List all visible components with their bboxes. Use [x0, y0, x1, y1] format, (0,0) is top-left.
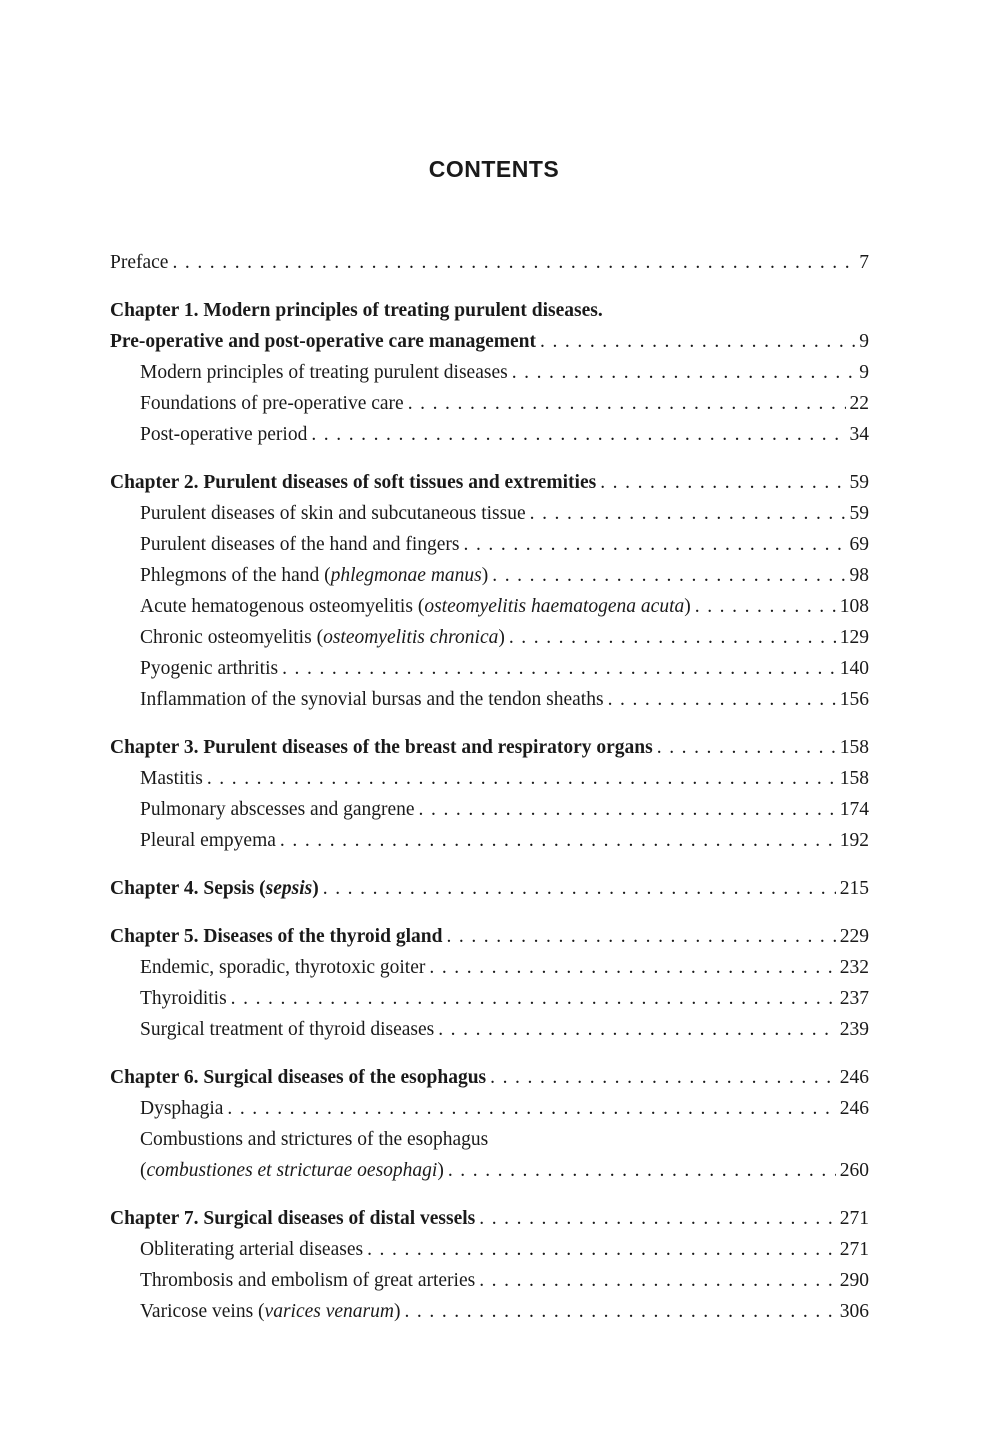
toc-entry-title [140, 684, 604, 715]
toc-entry-title [110, 326, 536, 357]
toc-entry-title [140, 622, 505, 653]
toc-entry [110, 1155, 869, 1186]
title-text: Chapter 3. Purulent diseases of the breast and respiratory organs [110, 737, 653, 758]
toc-entry-title [140, 794, 415, 825]
page-number: 140 [839, 658, 869, 679]
page-title: CONTENTS [428, 156, 560, 182]
page-number: 158 [839, 737, 869, 758]
page-number: 174 [839, 799, 869, 820]
toc-entry-title [110, 732, 653, 763]
title-text: Pre-operative and post-operative care management [110, 331, 537, 352]
dot-leader [207, 763, 836, 794]
toc-entry-title [140, 653, 278, 684]
title-text: Chapter 2. Purulent diseases of soft tissues and extremities [110, 472, 597, 493]
toc-entry [110, 591, 869, 622]
dot-leader [530, 498, 846, 529]
dot-leader [227, 1093, 835, 1124]
toc-entry [110, 560, 869, 591]
toc-entry-title [140, 388, 404, 419]
title-text: Combustions and strictures of the esophagus [140, 1129, 489, 1150]
toc-chapter-entry [110, 1203, 869, 1234]
toc-entry-title [140, 560, 488, 591]
dot-leader [512, 357, 856, 388]
toc-entry [110, 684, 869, 715]
title-text: Thrombosis and embolism of great arteries [140, 1270, 476, 1291]
toc-entry [110, 653, 869, 684]
title-text: Mastitis [140, 768, 203, 789]
toc-entry [110, 794, 869, 825]
toc-entry [110, 952, 869, 983]
page-number: 156 [839, 689, 869, 710]
italic-term: combustiones et stricturae oesophagi [146, 1160, 438, 1181]
dot-leader [429, 952, 835, 983]
toc-entry-title [140, 825, 276, 856]
dot-leader [540, 326, 855, 357]
toc-chapter-entry [110, 732, 869, 763]
page-number: 108 [839, 596, 869, 617]
title-text: Chapter 6. Surgical diseases of the esophagus [110, 1067, 487, 1088]
toc-chapter-entry [110, 326, 869, 357]
dot-leader [600, 467, 845, 498]
dot-leader [419, 794, 836, 825]
dot-leader [280, 825, 836, 856]
dot-leader [446, 921, 835, 952]
page-number: 271 [839, 1208, 869, 1229]
page-number: 239 [839, 1019, 869, 1040]
title-text: Endemic, sporadic, thyrotoxic goiter [140, 957, 426, 978]
toc-entry-title [140, 357, 508, 388]
toc-entry [110, 1265, 869, 1296]
title-text: Purulent diseases of skin and subcutaneous tissue [140, 503, 526, 524]
toc-entry [110, 763, 869, 794]
toc-entry-title [140, 1265, 475, 1296]
page-number: 69 [849, 534, 869, 555]
page-number: 34 [849, 424, 869, 445]
title-text: Post-operative period [140, 424, 308, 445]
page-number: 215 [839, 878, 869, 899]
toc-entry-title [140, 529, 460, 560]
toc-entry-title [110, 1203, 475, 1234]
page-number: 9 [859, 362, 869, 383]
page-number: 232 [839, 957, 869, 978]
dot-leader [367, 1234, 836, 1265]
page-number: 246 [839, 1067, 869, 1088]
title-text: Acute hematogenous osteomyelitis ( [140, 596, 425, 617]
page-number: 59 [849, 472, 869, 493]
toc-entry [110, 1124, 869, 1155]
toc-entry-title [140, 498, 526, 529]
toc-chapter-entry [110, 873, 869, 904]
toc-entry-title [140, 1296, 400, 1327]
dot-leader [509, 622, 836, 653]
title-text: Inflammation of the synovial bursas and the tendon sheaths [140, 689, 604, 710]
title-text: Pleural empyema [140, 830, 276, 851]
dot-leader [479, 1203, 835, 1234]
title-text: Dysphagia [140, 1098, 224, 1119]
title-text: Surgical treatment of thyroid diseases [140, 1019, 435, 1040]
toc-entry [110, 498, 869, 529]
dot-leader [231, 983, 836, 1014]
dot-leader [479, 1265, 836, 1296]
page-number: 59 [849, 503, 869, 524]
toc-entry-title [140, 983, 227, 1014]
dot-leader [464, 529, 846, 560]
toc-entry [110, 622, 869, 653]
toc-entry-title [110, 295, 603, 326]
toc-entry [110, 1296, 869, 1327]
toc-entry-title [110, 467, 596, 498]
page-number: 237 [839, 988, 869, 1009]
toc-entry-title [140, 1093, 223, 1124]
page-number: 9 [859, 331, 869, 352]
title-text: ) [481, 565, 489, 586]
toc-entry-title [140, 763, 203, 794]
title-text: Purulent diseases of the hand and fingers [140, 534, 460, 555]
page-number: 260 [839, 1160, 869, 1181]
page-number: 129 [839, 627, 869, 648]
italic-term: varices venarum [264, 1301, 394, 1322]
page-number: 158 [839, 768, 869, 789]
page-number: 290 [839, 1270, 869, 1291]
toc-entry [110, 1014, 869, 1045]
dot-leader [608, 684, 836, 715]
toc-entry [110, 983, 869, 1014]
toc-entry-title [110, 873, 319, 904]
dot-leader [172, 247, 855, 278]
title-text: ) [684, 596, 691, 617]
title-text: Pyogenic arthritis [140, 658, 279, 679]
toc-entry-title [110, 921, 442, 952]
toc-entry [110, 247, 869, 278]
title-text: Chapter 7. Surgical diseases of distal vessels [110, 1208, 476, 1229]
dot-leader [657, 732, 836, 763]
title-text: ) [437, 1160, 444, 1181]
toc-entry [110, 825, 869, 856]
toc-entry [110, 419, 869, 450]
toc-entry-title [140, 419, 307, 450]
toc-entry-title [140, 952, 425, 983]
title-text: Preface [110, 252, 169, 273]
title-text: Chapter 5. Diseases of the thyroid gland [110, 926, 443, 947]
italic-term: sepsis [265, 878, 313, 899]
toc-entry-title [140, 1155, 444, 1186]
title-text: Pulmonary abscesses and gangrene [140, 799, 415, 820]
toc-entry [110, 357, 869, 388]
toc-chapter-entry [110, 467, 869, 498]
toc-entry [110, 388, 869, 419]
dot-leader [490, 1062, 836, 1093]
title-text: ( [140, 1160, 147, 1181]
page-number: 229 [839, 926, 869, 947]
italic-term: phlegmonae manus [330, 565, 482, 586]
title-text: ) [393, 1301, 401, 1322]
dot-leader [492, 560, 845, 591]
title-text: Chapter 4. Sepsis ( [110, 878, 266, 899]
dot-leader [323, 873, 836, 904]
toc-entry-title [140, 1014, 434, 1045]
page-number: 271 [839, 1239, 869, 1260]
dot-leader [695, 591, 836, 622]
title-text: Phlegmons of the hand ( [140, 565, 331, 586]
title-text: Varicose veins ( [140, 1301, 265, 1322]
dot-leader [438, 1014, 836, 1045]
title-text: Chapter 1. Modern principles of treating purulent diseases. [110, 300, 603, 321]
title-text: Modern principles of treating purulent diseases [140, 362, 508, 383]
toc-entry-title [110, 247, 168, 278]
toc-entry-title [140, 591, 691, 622]
dot-leader [404, 1296, 835, 1327]
italic-term: osteomyelitis chronica [323, 627, 499, 648]
toc-entry [110, 1234, 869, 1265]
page-number: 22 [849, 393, 869, 414]
title-text: Thyroiditis [140, 988, 227, 1009]
page-number: 192 [839, 830, 869, 851]
toc-entry [110, 1093, 869, 1124]
dot-leader [311, 419, 845, 450]
page-number: 306 [839, 1301, 869, 1322]
italic-term: osteomyelitis haematogena acuta [424, 596, 685, 617]
title-text: ) [498, 627, 505, 648]
toc-entry-title [110, 1062, 486, 1093]
page-number: 7 [859, 252, 869, 273]
dot-leader [448, 1155, 836, 1186]
title-text: Foundations of pre-operative care [140, 393, 404, 414]
table-of-contents [110, 247, 869, 1327]
toc-entry-title [140, 1234, 363, 1265]
title-text: Chronic osteomyelitis ( [140, 627, 324, 648]
toc-chapter-entry [110, 1062, 869, 1093]
dot-leader [408, 388, 846, 419]
toc-entry [110, 529, 869, 560]
toc-chapter-entry [110, 921, 869, 952]
dot-leader [282, 653, 836, 684]
title-text: Obliterating arterial diseases [140, 1239, 364, 1260]
toc-entry-title [140, 1124, 488, 1155]
title-text: ) [312, 878, 319, 899]
toc-chapter-entry [110, 295, 869, 326]
page-number: 98 [849, 565, 869, 586]
page-number: 246 [839, 1098, 869, 1119]
